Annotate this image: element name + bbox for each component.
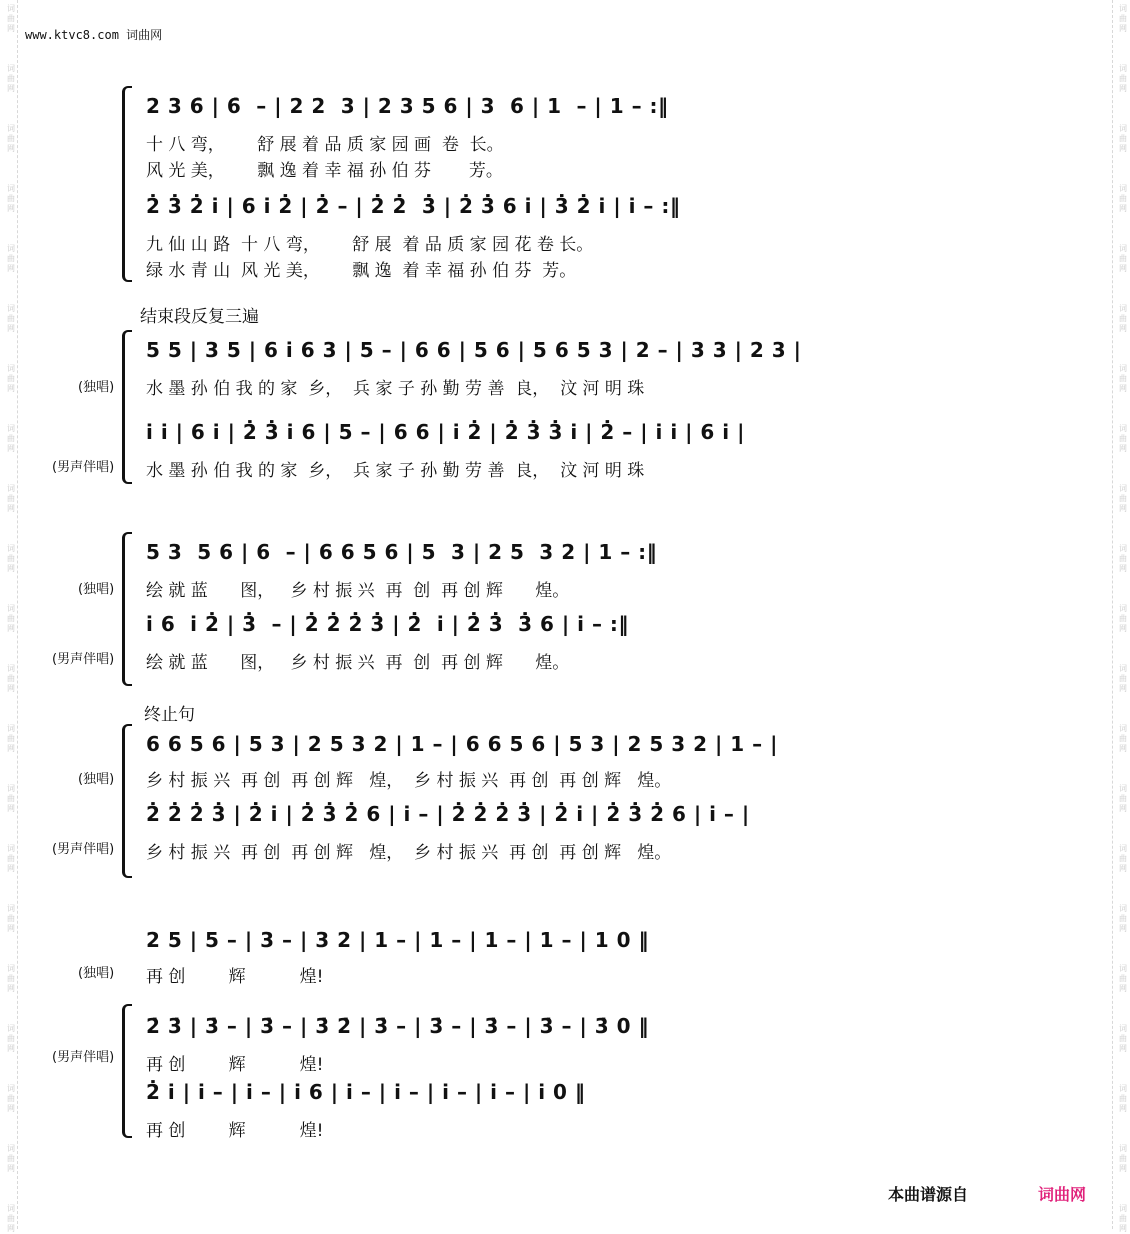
watermark-glyph: 词 曲 网 bbox=[1119, 904, 1127, 933]
solo-lyric-verse-2: 风 光 美， 飘 逸 着 幸 福 孙 伯 芬 芳。 bbox=[146, 161, 503, 181]
watermark-glyph: 词 曲 网 bbox=[1119, 304, 1127, 333]
bass-lyric: 水 墨 孙 伯 我 的 家 乡， 兵 家 子 孙 勤 劳 善 良， 汶 河 明 珠 bbox=[146, 461, 645, 481]
solo-notes: 2 3 6̇ | 6̇ – | 2 2 3 | 2 3 5 6 | 3 6̇ | 1 – | 1 – :‖ bbox=[146, 94, 669, 118]
bass-notes: 2̇ 2̇ 2̇ 3̇ | 2̇ i | 2̇ 3̇ 2̇ 6 | i – | 2̇ 2̇ 2̇ 3̇ | 2̇ i | 2̇ 3̇ 2̇ 6 | i – | bbox=[146, 802, 750, 826]
solo-notes: 5 3 5 6 | 6 – | 6 6 5 6 | 5 3 | 2 5 3 2 | 1 – :‖ bbox=[146, 540, 658, 564]
score-system-2 bbox=[122, 326, 1042, 486]
watermark-glyph: 词 曲 网 bbox=[1119, 844, 1127, 873]
watermark-glyph: 词 曲 网 bbox=[7, 1144, 15, 1173]
bass-notes: i i | 6 i | 2̇ 3̇ i 6 | 5 – | 6 6 | i 2̇ | 2̇ 3̇ 3̇ i | 2̇ – | i i | 6 i | bbox=[146, 420, 745, 444]
bass-notes: i 6 i 2̇ | 3̇ – | 2̇ 2̇ 2̇ 3̇ | 2̇ i | 2̇ 3̇ 3̇ 6 | i – :‖ bbox=[146, 612, 629, 636]
watermark-glyph: 词 曲 网 bbox=[7, 784, 15, 813]
bass-1-notes: 2̇ 3̇ | 3̇ – | 3̇ – | 3̇ 2̇ | 3̇ – | 3̇ – | 3̇ – | 3̇ – | 3̇ 0 ‖ bbox=[146, 1014, 649, 1038]
bass-voice-label: (男声伴唱) bbox=[52, 460, 115, 475]
solo-notes: 5 5 | 3 5 | 6 i 6 3 | 5 – | 6 6 | 5 6 | 5 6 5 3 | 2 – | 3 3 | 2 3 | bbox=[146, 338, 802, 362]
source-label: 本曲谱源自 bbox=[888, 1185, 969, 1204]
bass-2-lyric: 再 创 辉 煌! bbox=[146, 1121, 324, 1141]
bass-voice-label: (男声伴唱) bbox=[52, 1050, 115, 1065]
watermark-glyph: 词 曲 网 bbox=[1119, 1084, 1127, 1113]
score-system-4 bbox=[122, 720, 1042, 880]
watermark-glyph: 词 曲 网 bbox=[7, 364, 15, 393]
watermark-glyph: 词 曲 网 bbox=[1119, 784, 1127, 813]
watermark-glyph: 词 曲 网 bbox=[7, 124, 15, 153]
watermark-glyph: 词 曲 网 bbox=[1119, 124, 1127, 153]
watermark-glyph: 词 曲 网 bbox=[1119, 1144, 1127, 1173]
score-system-1 bbox=[122, 80, 1042, 280]
solo-voice-label: (独唱) bbox=[78, 582, 115, 597]
bass-1-lyric: 再 创 辉 煌! bbox=[146, 1055, 324, 1075]
watermark-glyph: 词 曲 网 bbox=[1119, 964, 1127, 993]
watermark-glyph: 词 曲 网 bbox=[7, 424, 15, 453]
watermark-glyph: 词 曲 网 bbox=[1119, 664, 1127, 693]
watermark-glyph: 词 曲 网 bbox=[1119, 484, 1127, 513]
solo-lyric: 乡 村 振 兴 再 创 再 创 辉 煌， 乡 村 振 兴 再 创 再 创 辉 煌。 bbox=[146, 771, 672, 791]
watermark-glyph: 词 曲 网 bbox=[7, 724, 15, 753]
watermark-glyph: 词 曲 网 bbox=[1119, 4, 1127, 33]
watermark-glyph: 词 曲 网 bbox=[7, 1084, 15, 1113]
bass-voice-label: (男声伴唱) bbox=[52, 842, 115, 857]
system-bracket bbox=[122, 532, 132, 686]
watermark-glyph: 词 曲 网 bbox=[7, 544, 15, 573]
solo-lyric: 水 墨 孙 伯 我 的 家 乡， 兵 家 子 孙 勤 劳 善 良， 汶 河 明 珠 bbox=[146, 379, 645, 399]
bass-2-notes: 2̇ i | i – | i – | i 6 | i – | i – | i – | i – | i 0 ‖ bbox=[146, 1080, 586, 1104]
bass-lyric: 绘 就 蓝 图， 乡 村 振 兴 再 创 再 创 辉 煌。 bbox=[146, 653, 570, 673]
watermark-glyph: 词 曲 网 bbox=[1119, 724, 1127, 753]
watermark-glyph: 词 曲 网 bbox=[1119, 604, 1127, 633]
watermark-glyph: 词 曲 网 bbox=[7, 1204, 15, 1233]
brand-link[interactable]: 词曲网 bbox=[1038, 1185, 1087, 1204]
system-bracket bbox=[122, 330, 132, 484]
bass-voice-label: (男声伴唱) bbox=[52, 652, 115, 667]
watermark-glyph: 词 曲 网 bbox=[1119, 184, 1127, 213]
watermark-glyph: 词 曲 网 bbox=[1119, 424, 1127, 453]
solo-voice-label: (独唱) bbox=[78, 380, 115, 395]
watermark-glyph: 词 曲 网 bbox=[7, 64, 15, 93]
watermark-glyph: 词 曲 网 bbox=[1119, 364, 1127, 393]
watermark-glyph: 词 曲 网 bbox=[7, 484, 15, 513]
watermark-glyph: 词 曲 网 bbox=[1119, 1024, 1127, 1053]
watermark-glyph: 词 曲 网 bbox=[1119, 244, 1127, 273]
solo-voice-label: (独唱) bbox=[78, 966, 115, 981]
section-label-ending: 结束段反复三遍 bbox=[140, 307, 259, 327]
solo-lyric: 再 创 辉 煌! bbox=[146, 967, 324, 987]
solo-lyric-verse-1: 十 八 弯， 舒 展 着 品 质 家 园 画 卷 长。 bbox=[146, 135, 504, 155]
watermark-glyph: 词 曲 网 bbox=[1119, 544, 1127, 573]
solo-notes: 2 5 | 5 – | 3 – | 3 2 | 1 – | 1 – | 1 – | 1 – | 1 0 ‖ bbox=[146, 928, 649, 952]
watermark-glyph: 词 曲 网 bbox=[7, 1024, 15, 1053]
watermark-glyph: 词 曲 网 bbox=[7, 964, 15, 993]
solo-notes: 6 6 5 6 | 5 3 | 2 5 3 2 | 1 – | 6 6 5 6 | 5 3 | 2 5 3 2 | 1 – | bbox=[146, 732, 778, 756]
watermark-glyph: 词 曲 网 bbox=[1119, 1204, 1127, 1233]
site-url[interactable]: www.ktvc8.com 词曲网 bbox=[25, 28, 163, 42]
bass-lyric-verse-1: 九 仙 山 路 十 八 弯， 舒 展 着 品 质 家 园 花 卷 长。 bbox=[146, 235, 594, 255]
watermark-glyph: 词 曲 网 bbox=[7, 244, 15, 273]
watermark-glyph: 词 曲 网 bbox=[7, 184, 15, 213]
section-label-coda: 终止句 bbox=[144, 705, 195, 725]
watermark-glyph: 词 曲 网 bbox=[7, 4, 15, 33]
score-system-3 bbox=[122, 528, 1042, 688]
bass-lyric-verse-2: 绿 水 青 山 风 光 美， 飘 逸 着 幸 福 孙 伯 芬 芳。 bbox=[146, 261, 577, 281]
bass-lyric: 乡 村 振 兴 再 创 再 创 辉 煌， 乡 村 振 兴 再 创 再 创 辉 煌。 bbox=[146, 843, 672, 863]
watermark-glyph: 词 曲 网 bbox=[7, 904, 15, 933]
watermark-glyph: 词 曲 网 bbox=[7, 844, 15, 873]
watermark-glyph: 词 曲 网 bbox=[7, 664, 15, 693]
system-bracket bbox=[122, 1004, 132, 1138]
bass-notes: 2̇ 3̇ 2̇ i | 6 i 2̇ | 2̇ – | 2̇ 2̇ 3̇ | 2̇ 3̇ 6 i | 3̇ 2̇ i | i – :‖ bbox=[146, 194, 681, 218]
watermark-glyph: 词 曲 网 bbox=[1119, 64, 1127, 93]
system-bracket bbox=[122, 86, 132, 282]
watermark-glyph: 词 曲 网 bbox=[7, 304, 15, 333]
score-system-5 bbox=[122, 916, 1042, 1141]
solo-voice-label: (独唱) bbox=[78, 772, 115, 787]
watermark-glyph: 词 曲 网 bbox=[7, 604, 15, 633]
solo-lyric: 绘 就 蓝 图， 乡 村 振 兴 再 创 再 创 辉 煌。 bbox=[146, 581, 570, 601]
system-bracket bbox=[122, 724, 132, 878]
